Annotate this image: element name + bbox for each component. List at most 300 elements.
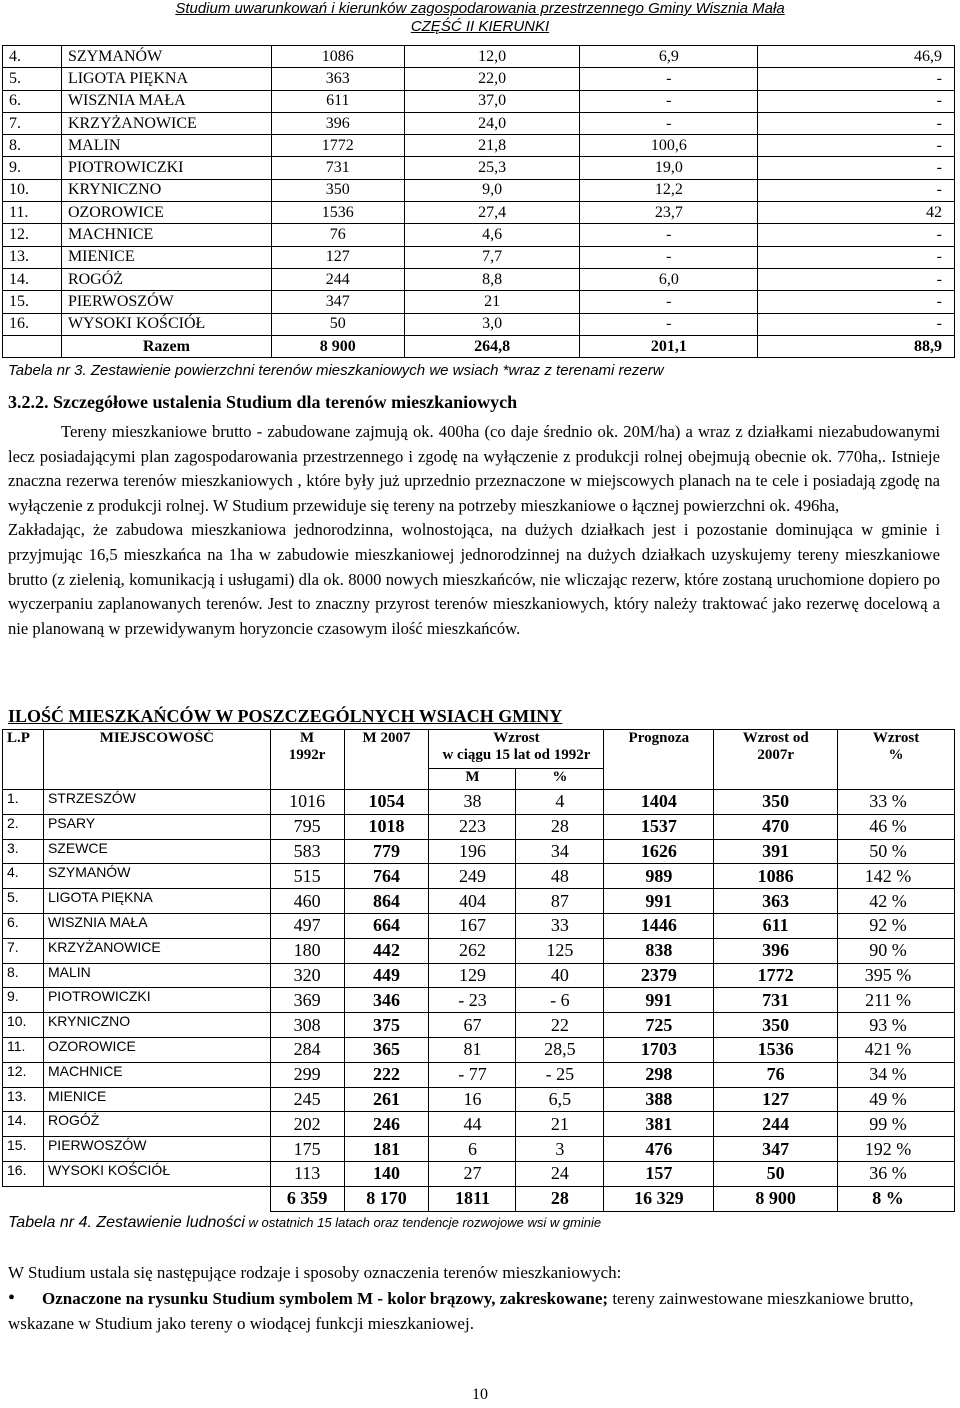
table-row [3, 913, 955, 938]
table-cell: - 25 [516, 1062, 604, 1087]
table-cell: 202 [270, 1112, 344, 1137]
table-cell: 838 [604, 938, 714, 963]
table-cell: 15. [3, 1137, 44, 1162]
header-wzrost-m: M [429, 769, 516, 790]
table-cell: 27,4 [404, 202, 580, 224]
table-row [3, 179, 955, 201]
table-cell: 37,0 [404, 90, 580, 112]
table-cell: - [580, 112, 758, 134]
table-cell: 1404 [604, 790, 714, 815]
table-cell: 93 % [838, 1013, 955, 1038]
table-cell: 129 [429, 963, 516, 988]
header-prognoza: Prognoza [604, 730, 714, 790]
table-cell: 299 [270, 1062, 344, 1087]
table-cell: 725 [604, 1013, 714, 1038]
table-cell: 8,8 [404, 268, 580, 290]
table-cell: 125 [516, 938, 604, 963]
table-cell: 223 [429, 814, 516, 839]
table-row [3, 988, 955, 1013]
table-cell: LIGOTA PIĘKNA [61, 68, 271, 90]
table-cell: OZOROWICE [61, 202, 271, 224]
table-row [3, 268, 955, 290]
table-cell: LIGOTA PIĘKNA [43, 889, 270, 914]
table-cell: 731 [714, 988, 838, 1013]
table-cell: - [758, 246, 955, 268]
table-3-area [2, 45, 955, 358]
table-cell: 442 [344, 938, 429, 963]
table-cell: 764 [344, 864, 429, 889]
total-cell: 6 359 [270, 1186, 344, 1211]
table-cell: 515 [270, 864, 344, 889]
table-cell: - [758, 157, 955, 179]
table-cell: 222 [344, 1062, 429, 1087]
table-cell: WYSOKI KOŚCIÓŁ [61, 313, 271, 335]
table-cell: ROGÓŻ [61, 268, 271, 290]
table-cell: 365 [344, 1037, 429, 1062]
table-cell: MIENICE [61, 246, 271, 268]
table-cell: 375 [344, 1013, 429, 1038]
table-row [3, 90, 955, 112]
table-cell: 40 [516, 963, 604, 988]
table-cell: 10. [3, 179, 62, 201]
table-cell: 6 [429, 1137, 516, 1162]
header-wzrost [429, 730, 604, 769]
table-cell: 381 [604, 1112, 714, 1137]
table-cell: 249 [429, 864, 516, 889]
table-cell: 395 % [838, 963, 955, 988]
table-cell: 192 % [838, 1137, 955, 1162]
table-cell: 21,8 [404, 135, 580, 157]
table-cell: 347 [271, 291, 404, 313]
total-cell: 8 900 [271, 335, 404, 357]
bullet-item [8, 1286, 938, 1336]
table-cell: 2379 [604, 963, 714, 988]
table-cell: 1626 [604, 839, 714, 864]
table-cell: 350 [271, 179, 404, 201]
total-cell: 16 329 [604, 1186, 714, 1211]
table-cell: 211 % [838, 988, 955, 1013]
total-cell: 201,1 [580, 335, 758, 357]
table-cell: 6,9 [580, 46, 758, 68]
table-4-caption-main: Tabela nr 4. Zestawienie ludności [8, 1214, 245, 1231]
table-cell: 347 [714, 1137, 838, 1162]
table-cell: 262 [429, 938, 516, 963]
table-cell: 1054 [344, 790, 429, 815]
table-cell: - [580, 246, 758, 268]
table-cell: 92 % [838, 913, 955, 938]
table-row [3, 135, 955, 157]
table-cell: PIERWOSZÓW [61, 291, 271, 313]
total-cell: 88,9 [758, 335, 955, 357]
total-cell: 264,8 [404, 335, 580, 357]
header-m-2007: M 2007 [344, 730, 429, 790]
table-row [3, 68, 955, 90]
table-cell: 100,6 [580, 135, 758, 157]
table-cell: 7. [3, 938, 44, 963]
table-row [3, 46, 955, 68]
table-cell: MACHNICE [43, 1062, 270, 1087]
header-wzrost-od [714, 730, 838, 790]
table-cell: WYSOKI KOŚCIÓŁ [43, 1161, 270, 1186]
table-cell: 4. [3, 46, 62, 68]
table-cell: 1018 [344, 814, 429, 839]
table-cell: 48 [516, 864, 604, 889]
table-cell: 4,6 [404, 224, 580, 246]
table-cell: 175 [270, 1137, 344, 1162]
table-cell: 6,5 [516, 1087, 604, 1112]
table-cell: 396 [714, 938, 838, 963]
table-cell: 23,7 [580, 202, 758, 224]
table-cell: 12,0 [404, 46, 580, 68]
table-cell: 14. [3, 268, 62, 290]
table-cell: 16. [3, 1161, 44, 1186]
table-cell: OZOROWICE [43, 1037, 270, 1062]
table-row [3, 224, 955, 246]
table-cell [43, 1186, 270, 1211]
table-cell: 21 [404, 291, 580, 313]
table-cell: 33 [516, 913, 604, 938]
table-cell: 460 [270, 889, 344, 914]
table-cell: ROGÓŻ [43, 1112, 270, 1137]
table-cell: 87 [516, 889, 604, 914]
table-cell: KRYNICZNO [43, 1013, 270, 1038]
table-cell: 42 [758, 202, 955, 224]
table-cell: - [580, 291, 758, 313]
table-cell: 13. [3, 1087, 44, 1112]
header-wzrost-pct [838, 730, 955, 790]
table-cell: 3,0 [404, 313, 580, 335]
header-line-1: Studium uwarunkowań i kierunków zagospodarowania przestrzennego Gminy Wisznia Mała [175, 0, 785, 17]
table-cell: - 77 [429, 1062, 516, 1087]
table-cell: 50 [714, 1161, 838, 1186]
table-cell [3, 1186, 44, 1211]
table-cell: 1086 [714, 864, 838, 889]
table-cell: 34 [516, 839, 604, 864]
table-cell: 611 [271, 90, 404, 112]
table-cell: 99 % [838, 1112, 955, 1137]
table-cell: 76 [271, 224, 404, 246]
table-cell: PIOTROWICZKI [61, 157, 271, 179]
table-cell: 28,5 [516, 1037, 604, 1062]
table-row [3, 814, 955, 839]
table-row [3, 1062, 955, 1087]
header-m-1992-line2: 1992r [288, 747, 326, 763]
header-wzrost-od-line1: Wzrost od [742, 730, 809, 746]
table-cell: 21 [516, 1112, 604, 1137]
bullet-text: tereny zainwestowane mieszkaniowe brutto, wskazane w Studium jako tereny o wiodącej funkcji mieszkaniowej. [8, 1289, 914, 1333]
table-row [3, 313, 955, 335]
table-cell: 113 [270, 1161, 344, 1186]
total-cell: 1811 [429, 1186, 516, 1211]
total-cell: 8 % [838, 1186, 955, 1211]
header-m-1992 [270, 730, 344, 790]
total-cell: 8 170 [344, 1186, 429, 1211]
header-line-2: CZĘŚĆ II KIERUNKI [410, 18, 550, 35]
table-cell: 9,0 [404, 179, 580, 201]
table-row [3, 246, 955, 268]
table-cell: 12. [3, 224, 62, 246]
table-cell: SZYMANÓW [61, 46, 271, 68]
table-cell: WISZNIA MAŁA [43, 913, 270, 938]
table-cell: 9. [3, 988, 44, 1013]
table-total-row [3, 335, 955, 357]
table-cell: 363 [714, 889, 838, 914]
table-cell: 298 [604, 1062, 714, 1087]
table-cell: 15. [3, 291, 62, 313]
table-cell: - [758, 90, 955, 112]
table-row [3, 157, 955, 179]
table-cell: 1537 [604, 814, 714, 839]
table-cell: 261 [344, 1087, 429, 1112]
table-cell: 4 [516, 790, 604, 815]
table-cell: 795 [270, 814, 344, 839]
paragraph-2: Zakładając, że zabudowa mieszkaniowa jednorodzinna, wolnostojąca, na dużych działkach jest i pozostanie dominująca w gminie i przyjmując 16,5 mieszkańca na 1ha w zabudowie mieszkaniowej jednorodzinnej na dużych działkach uzyskujemy tereny mieszkaniowe brutto (z zielenią, komunikacją i usługami) dla ok. 8000 nowych mieszkańców, nie wliczając rezerw, które zostaną uruchomione dopiero po wyczerpaniu zaplanowanych terenów. Jest to znaczny przyrost terenów mieszkaniowych, który należy traktować jako rezerwę docelową a nie planowaną w przewidywanym horyzoncie czasowym ilość mieszkańców. [8, 520, 940, 638]
table-cell: - [758, 268, 955, 290]
table-cell: - [758, 224, 955, 246]
table-row [3, 963, 955, 988]
table-cell: 497 [270, 913, 344, 938]
table-cell: 1703 [604, 1037, 714, 1062]
table-row [3, 1037, 955, 1062]
table-cell: 127 [271, 246, 404, 268]
table-cell: 346 [344, 988, 429, 1013]
table-row [3, 889, 955, 914]
table-cell: 7,7 [404, 246, 580, 268]
header-miejscowosc: MIEJSCOWOŚĆ [43, 730, 270, 790]
table-4-caption-rest: w ostatnich 15 latach oraz tendencje rozwojowe wsi w gminie [244, 1215, 602, 1230]
section-heading: 3.2.2. Szczegółowe ustalenia Studium dla terenów mieszkaniowych [8, 392, 518, 412]
table-cell: 3. [3, 839, 44, 864]
table-row [3, 938, 955, 963]
table-cell: 6. [3, 913, 44, 938]
table-cell: 9. [3, 157, 62, 179]
table-cell: - [580, 313, 758, 335]
table-cell: 991 [604, 988, 714, 1013]
table-cell: 46 % [838, 814, 955, 839]
table-cell: - [758, 313, 955, 335]
table-cell: 583 [270, 839, 344, 864]
table-row [3, 839, 955, 864]
intro-line: W Studium ustala się następujące rodzaje i sposoby oznaczenia terenów mieszkaniowych: [8, 1263, 622, 1282]
table-cell: 664 [344, 913, 429, 938]
table-cell: 42 % [838, 889, 955, 914]
header-m-1992-line1: M [300, 730, 315, 746]
table-cell: 245 [270, 1087, 344, 1112]
table-cell: 363 [271, 68, 404, 90]
table-cell: 50 % [838, 839, 955, 864]
table-row [3, 864, 955, 889]
table-cell: 244 [271, 268, 404, 290]
table-cell: 25,3 [404, 157, 580, 179]
table-cell: 1536 [271, 202, 404, 224]
table-cell: 449 [344, 963, 429, 988]
table-cell: - 6 [516, 988, 604, 1013]
page-number: 10 [472, 1386, 488, 1403]
table-cell: 140 [344, 1161, 429, 1186]
table-cell: 369 [270, 988, 344, 1013]
table-cell: SZYMANÓW [43, 864, 270, 889]
table-cell: 46,9 [758, 46, 955, 68]
table-cell: KRYNICZNO [61, 179, 271, 201]
table-cell: - [758, 68, 955, 90]
table-row [3, 1137, 955, 1162]
table-cell: 38 [429, 790, 516, 815]
header-wzrost-line1: Wzrost [493, 730, 540, 746]
table-cell: KRZYŻANOWICE [61, 112, 271, 134]
table-cell: 6. [3, 90, 62, 112]
table-cell: 350 [714, 790, 838, 815]
table-row [3, 291, 955, 313]
total-cell: 28 [516, 1186, 604, 1211]
table-cell: 1086 [271, 46, 404, 68]
header-wzrost-od-line2: 2007r [757, 747, 795, 763]
table-cell: 991 [604, 889, 714, 914]
header-lp: L.P [3, 730, 44, 790]
table-cell: 388 [604, 1087, 714, 1112]
table-cell: 476 [604, 1137, 714, 1162]
table-cell: 33 % [838, 790, 955, 815]
table-cell: 1536 [714, 1037, 838, 1062]
bullet-bold-text: Oznaczone na rysunku Studium symbolem M - kolor brązowy, zakreskowane; [42, 1289, 609, 1308]
document-header [0, 0, 960, 36]
table-cell: 989 [604, 864, 714, 889]
table-cell: 76 [714, 1062, 838, 1087]
table-cell: 24,0 [404, 112, 580, 134]
table-cell: 7. [3, 112, 62, 134]
table-row [3, 112, 955, 134]
header-wzrost-pct-line1: Wzrost [872, 730, 920, 746]
table-cell: 350 [714, 1013, 838, 1038]
table-cell: 5. [3, 889, 44, 914]
table-cell: 16. [3, 313, 62, 335]
table-cell: MACHNICE [61, 224, 271, 246]
table-cell: MIENICE [43, 1087, 270, 1112]
body-text [8, 420, 940, 641]
table-cell: 24 [516, 1161, 604, 1186]
table-cell: 246 [344, 1112, 429, 1137]
table-4-population [2, 729, 955, 1212]
table-cell: 27 [429, 1161, 516, 1186]
table-total-row [3, 1186, 955, 1211]
table-cell: 8. [3, 135, 62, 157]
table-cell: 67 [429, 1013, 516, 1038]
table-cell: 284 [270, 1037, 344, 1062]
table-cell: STRZESZÓW [43, 790, 270, 815]
table-cell: - [758, 291, 955, 313]
header-wzrost-percent: % [516, 769, 604, 790]
table-4-header-row [3, 730, 955, 769]
table-cell: 308 [270, 1013, 344, 1038]
table-cell: 731 [271, 157, 404, 179]
table-cell: 1772 [714, 963, 838, 988]
table-row [3, 790, 955, 815]
table-cell: - [580, 68, 758, 90]
table-cell: 28 [516, 814, 604, 839]
table-4-caption [8, 1214, 601, 1232]
total-label: Razem [61, 335, 271, 357]
header-wzrost-line2: w ciągu 15 lat od 1992r [442, 747, 591, 763]
table-cell: 244 [714, 1112, 838, 1137]
table-cell: 611 [714, 913, 838, 938]
table-cell: 44 [429, 1112, 516, 1137]
table-cell: PIOTROWICZKI [43, 988, 270, 1013]
table-cell: 180 [270, 938, 344, 963]
table-cell: 6,0 [580, 268, 758, 290]
table-cell: 1446 [604, 913, 714, 938]
table-cell: 779 [344, 839, 429, 864]
table-cell: 10. [3, 1013, 44, 1038]
table-cell: - [580, 90, 758, 112]
table-row [3, 1161, 955, 1186]
table-cell: KRZYŻANOWICE [43, 938, 270, 963]
table-cell: 5. [3, 68, 62, 90]
table-cell: 8. [3, 963, 44, 988]
table-cell: 81 [429, 1037, 516, 1062]
table-cell: 12. [3, 1062, 44, 1087]
table-row [3, 202, 955, 224]
table-cell: 19,0 [580, 157, 758, 179]
table-cell: 1. [3, 790, 44, 815]
bullet-icon: • [8, 1287, 16, 1309]
table-cell: SZEWCE [43, 839, 270, 864]
table-cell: 396 [271, 112, 404, 134]
table-row [3, 1013, 955, 1038]
table-cell: 320 [270, 963, 344, 988]
table-cell: - [758, 179, 955, 201]
table-cell: 157 [604, 1161, 714, 1186]
table-cell: 22 [516, 1013, 604, 1038]
table-cell: 3 [516, 1137, 604, 1162]
table-cell: 1772 [271, 135, 404, 157]
table-cell: 864 [344, 889, 429, 914]
table-cell: MALIN [61, 135, 271, 157]
table-3-caption: Tabela nr 3. Zestawienie powierzchni terenów mieszkaniowych we wsiach *wraz z terenami rezerw [8, 362, 664, 379]
table-cell: 181 [344, 1137, 429, 1162]
table-cell: PSARY [43, 814, 270, 839]
table-cell: 391 [714, 839, 838, 864]
table-cell: 2. [3, 814, 44, 839]
table-4-title: ILOŚĆ MIESZKAŃCÓW W POSZCZEGÓLNYCH WSIACH GMINY [8, 706, 563, 726]
table-cell: 90 % [838, 938, 955, 963]
table-cell: PIERWOSZÓW [43, 1137, 270, 1162]
table-cell: 50 [271, 313, 404, 335]
table-cell: 470 [714, 814, 838, 839]
table-cell: - [580, 224, 758, 246]
table-cell: 142 % [838, 864, 955, 889]
paragraph-1: Tereny mieszkaniowe brutto - zabudowane zajmują ok. 400ha (co daje średnio ok. 20M/ha) a wraz z działkami niezabudowanymi lecz posiadającymi plan zagospodarowania przestrzennego i zgodę na wyłączenie z produkcji rolnej obejmują obecnie ok. 770ha,. Istnieje znaczna rezerwa terenów mieszkaniowych , które były już uprzednio przeznaczone w miejscowych planach na te cele i posiadają zgodę na wyłączenie z produkcji rolnej. W Studium przewiduje się tereny na potrzeby mieszkaniowe o łącznej powierzchni ok. 496ha, [8, 422, 940, 515]
total-cell: 8 900 [714, 1186, 838, 1211]
table-cell: 36 % [838, 1161, 955, 1186]
table-cell: 22,0 [404, 68, 580, 90]
table-cell: - [758, 135, 955, 157]
table-cell: 49 % [838, 1087, 955, 1112]
table-cell: - 23 [429, 988, 516, 1013]
table-cell: 1016 [270, 790, 344, 815]
table-cell: MALIN [43, 963, 270, 988]
table-cell: 167 [429, 913, 516, 938]
table-cell: 14. [3, 1112, 44, 1137]
table-cell: 421 % [838, 1037, 955, 1062]
table-cell: 127 [714, 1087, 838, 1112]
header-wzrost-pct-line2: % [888, 747, 904, 763]
table-cell: 34 % [838, 1062, 955, 1087]
table-cell: 12,2 [580, 179, 758, 201]
table-cell: - [758, 112, 955, 134]
table-cell: 11. [3, 202, 62, 224]
table-cell: 4. [3, 864, 44, 889]
table-row [3, 1087, 955, 1112]
table-cell: 13. [3, 246, 62, 268]
